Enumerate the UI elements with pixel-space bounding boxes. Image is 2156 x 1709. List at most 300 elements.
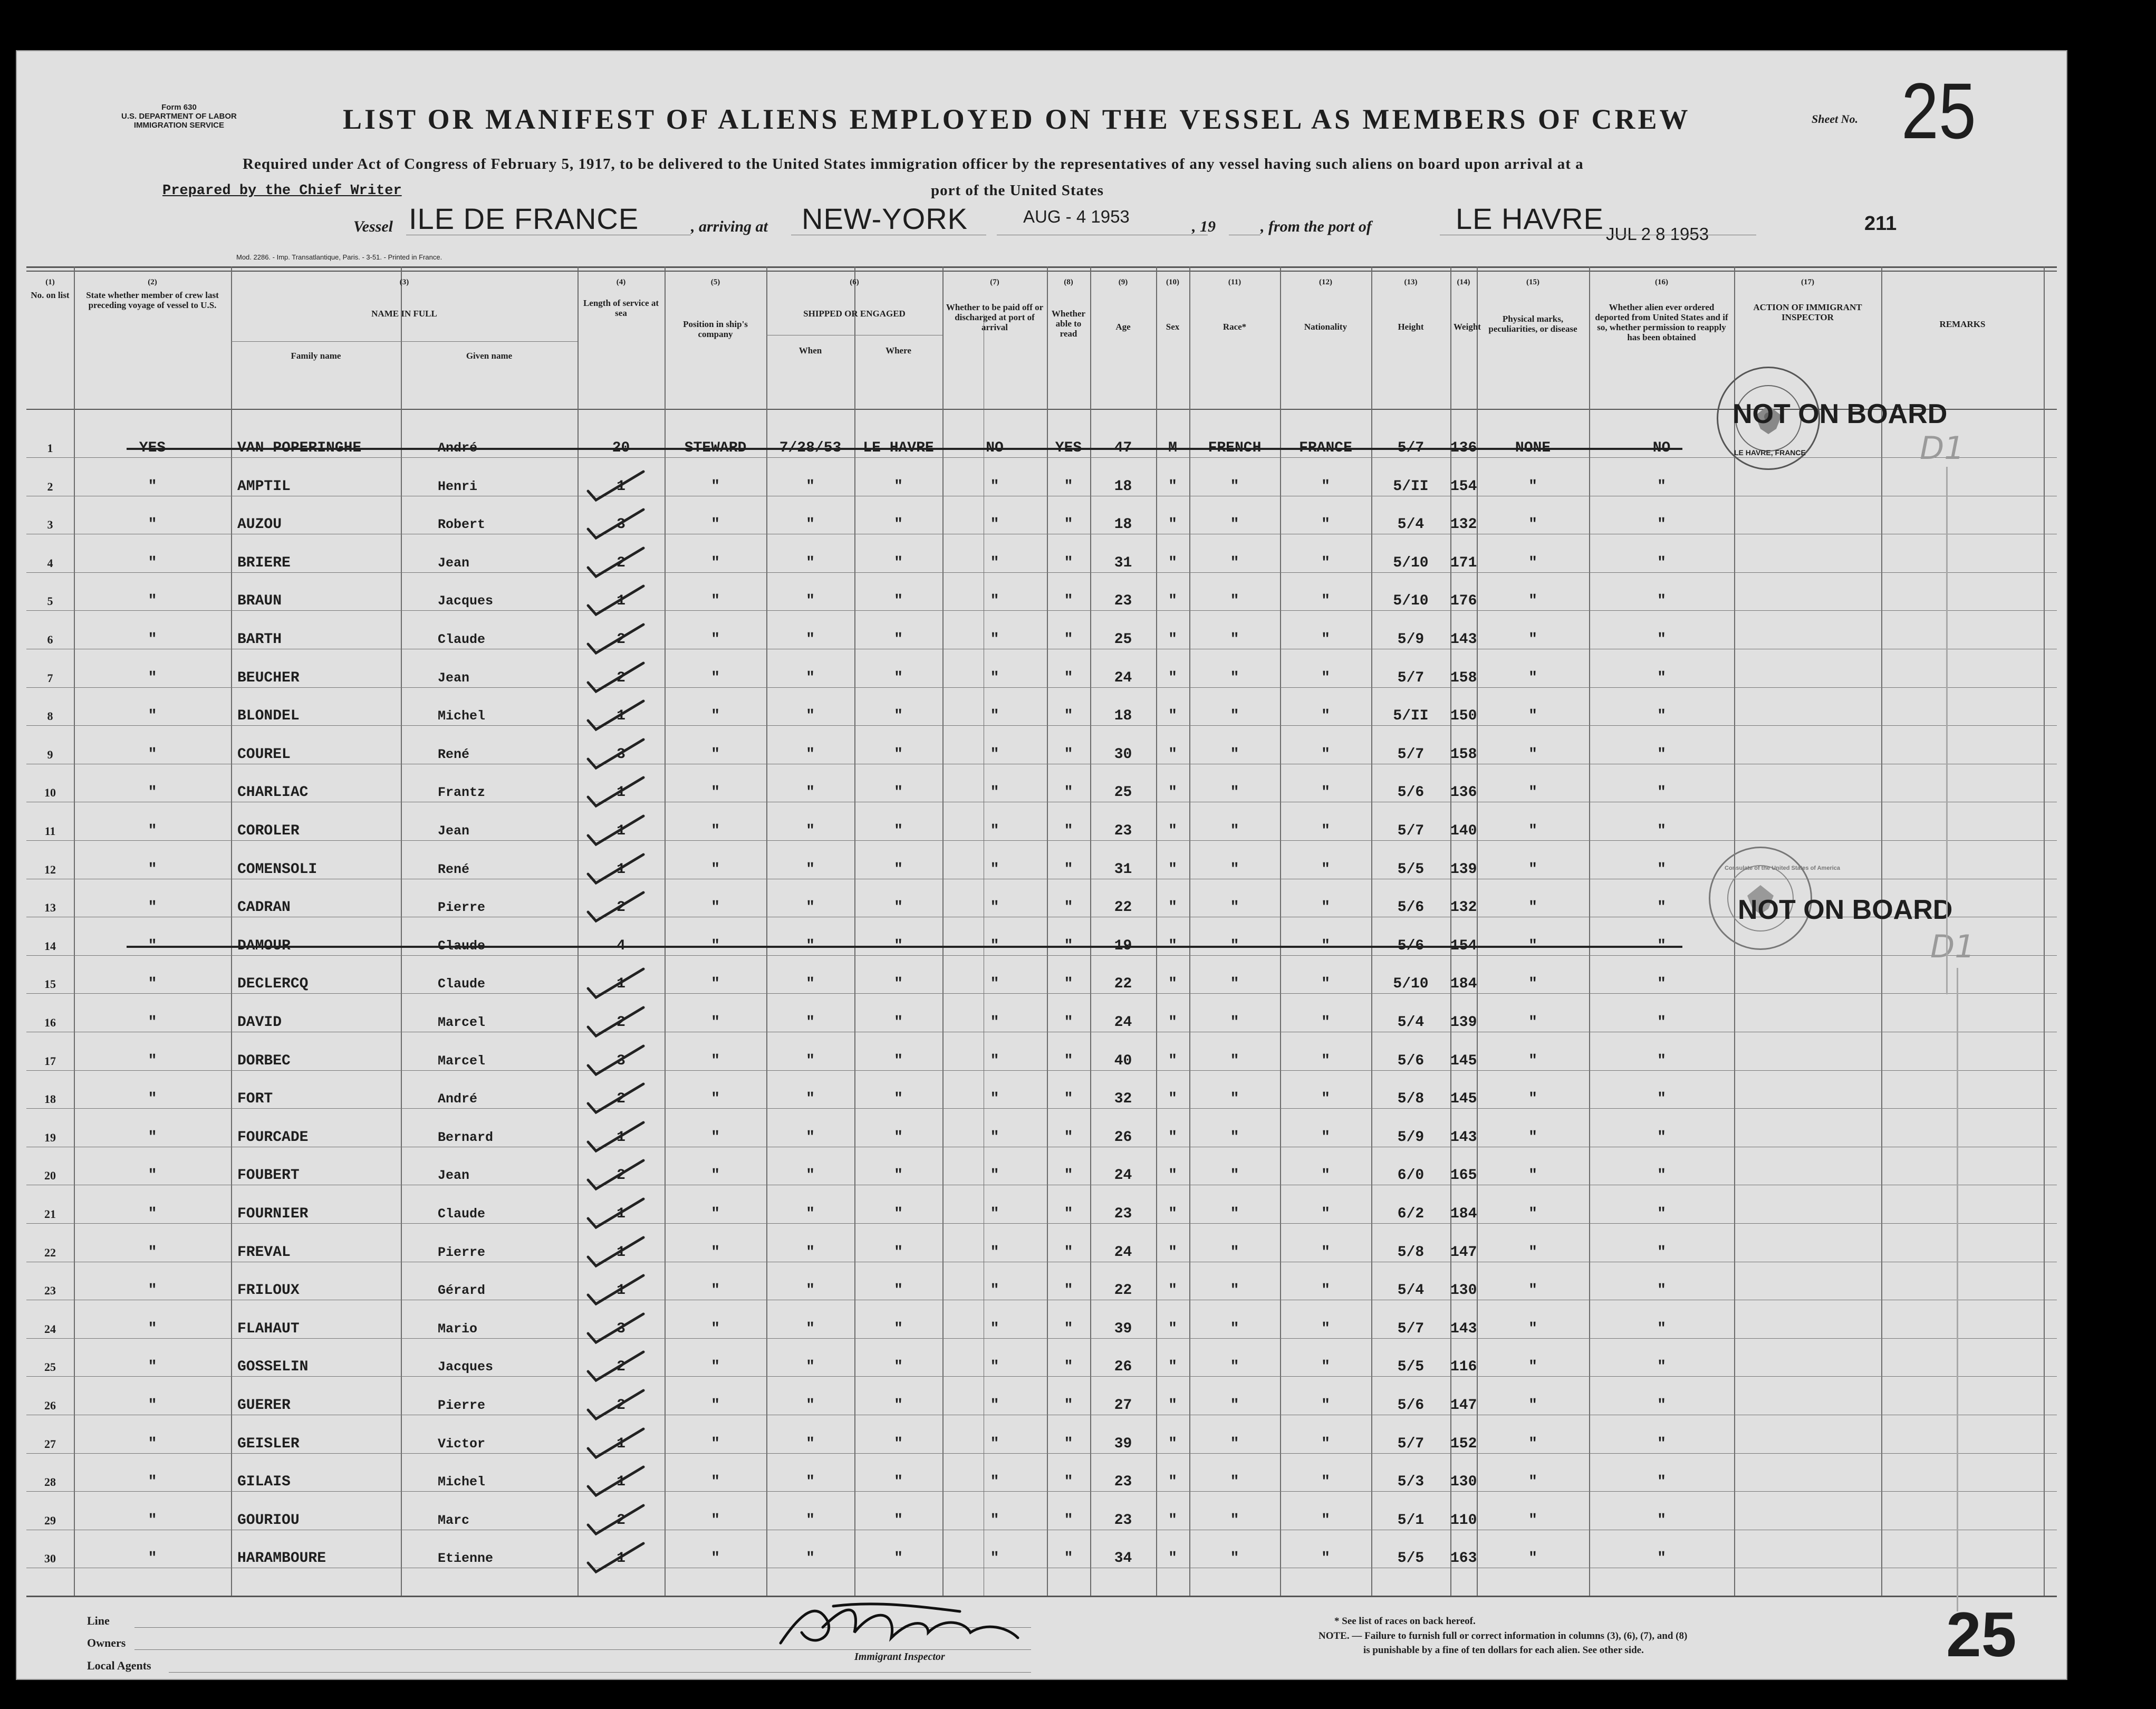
column-divider [1047,266,1048,1596]
row-13-height: 5/6 [1397,899,1424,916]
row-18-race: " [1230,1091,1239,1108]
row-19-sex: " [1168,1129,1177,1146]
strike-through-line [127,946,1682,948]
row-27-race: " [1230,1435,1239,1452]
row-24-weight: 143 [1450,1320,1477,1337]
row-26-given: Pierre [438,1398,486,1413]
row-6-weight: 143 [1450,631,1477,648]
row-19-deported: " [1657,1129,1666,1146]
row-17-given: Marcel [438,1053,486,1069]
row-16-service: 2 [617,1014,625,1031]
row-24-given: Mario [438,1321,478,1337]
row-15-height: 5/10 [1393,976,1429,993]
row-19-service: 1 [617,1129,625,1146]
row-30-weight: 163 [1450,1550,1477,1567]
row-15-read: " [1064,976,1073,993]
row-13-given: Pierre [438,900,486,916]
row-1-read: YES [1055,440,1082,456]
row-5-race: " [1230,593,1239,610]
row-line [26,725,2057,726]
row-line [26,1070,2057,1071]
row-1-sex: M [1168,440,1177,456]
row-20-weight: 165 [1450,1167,1477,1184]
row-24-read: " [1064,1320,1073,1337]
row-11-position: " [711,823,720,839]
column-number: (11) [1228,278,1241,286]
sheet-number: 25 [1901,66,1976,155]
row-22-marks: " [1528,1244,1537,1261]
form-service: IMMIGRATION SERVICE [133,121,224,130]
footnote-races: * See list of races on back hereof. [1334,1616,1476,1627]
row-12-weight: 139 [1450,861,1477,878]
row-15-deported: " [1657,976,1666,993]
row-7-marks: " [1528,669,1537,686]
row-2-family: AMPTIL [237,478,291,495]
row-20-family: FOUBERT [237,1167,300,1184]
header-physical-marks: Physical marks, peculiarities, or disease [1488,314,1577,334]
row-13-age: 22 [1114,899,1132,916]
row-23-weight: 130 [1450,1282,1477,1299]
row-10-family: CHARLIAC [237,784,309,801]
row-23-sex: " [1168,1282,1177,1299]
header-remarks: REMARKS [1939,319,1986,329]
row-8-sex: " [1168,708,1177,725]
check-mark-icon [585,620,649,657]
row-15-marks: " [1528,976,1537,993]
row-20-height: 6/0 [1397,1167,1424,1184]
check-mark-icon [585,1080,649,1117]
column-divider [74,266,75,1596]
row-26-when: " [806,1397,815,1414]
row-21-family: FOURNIER [237,1206,309,1222]
row-17-paid: " [990,1052,999,1069]
row-2-read: " [1064,478,1073,495]
row-26-no: 26 [44,1399,56,1412]
row-23-height: 5/4 [1397,1282,1424,1299]
row-20-race: " [1230,1167,1239,1184]
row-4-marks: " [1528,554,1537,571]
pencil-line [1957,968,1958,1611]
row-4-age: 31 [1114,554,1132,571]
check-mark-icon [585,812,649,849]
inspector-signature [770,1590,1044,1659]
row-26-family: GUERER [237,1397,291,1414]
row-26-member: " [148,1397,157,1414]
row-25-marks: " [1528,1359,1537,1376]
row-3-race: " [1230,516,1239,533]
row-29-member: " [148,1512,157,1529]
row-3-family: AUZOU [237,516,282,533]
row-22-family: FREVAL [237,1244,291,1261]
row-4-no: 4 [47,556,53,570]
row-17-age: 40 [1114,1052,1132,1069]
row-6-given: Claude [438,632,486,647]
arrival-port: NEW-YORK [802,202,968,235]
row-26-service: 2 [617,1397,625,1414]
row-24-age: 39 [1114,1320,1132,1337]
row-4-paid: " [990,554,999,571]
row-6-when: " [806,631,815,648]
row-7-service: 2 [617,669,625,686]
row-13-marks: " [1528,899,1537,916]
row-14-no: 14 [44,939,56,953]
row-30-sex: " [1168,1550,1177,1567]
row-6-deported: " [1657,631,1666,648]
column-number: (16) [1655,278,1668,286]
column-number: (9) [1118,278,1128,286]
row-19-nationality: " [1321,1129,1330,1146]
row-25-weight: 116 [1450,1359,1477,1376]
row-1-deported: NO [1652,440,1671,456]
row-5-age: 23 [1114,593,1132,610]
row-25-no: 25 [44,1360,56,1374]
row-20-paid: " [990,1167,999,1184]
row-9-height: 5/7 [1397,746,1424,763]
row-8-no: 8 [47,709,53,723]
row-line [26,687,2057,688]
row-11-deported: " [1657,823,1666,839]
row-29-height: 5/1 [1397,1512,1424,1529]
row-27-when: " [806,1435,815,1452]
check-mark-icon [585,1348,649,1385]
row-30-nationality: " [1321,1550,1330,1567]
row-21-position: " [711,1206,720,1222]
row-12-read: " [1064,861,1073,878]
remark-d1: D1 [1930,928,1975,965]
vessel-name: ILE DE FRANCE [409,202,639,235]
row-8-height: 5/II [1393,708,1429,725]
row-25-race: " [1230,1359,1239,1376]
row-30-read: " [1064,1550,1073,1567]
row-4-member: " [148,554,157,571]
pencil-line [1946,467,1948,994]
header-given-name: Given name [466,351,513,361]
row-6-family: BARTH [237,631,282,648]
row-5-where: " [894,593,903,610]
row-21-race: " [1230,1206,1239,1222]
row-8-weight: 150 [1450,708,1477,725]
row-7-family: BEUCHER [237,669,300,686]
header-position: Position in ship's company [683,319,748,339]
column-number: (3) [399,278,409,286]
row-15-race: " [1230,976,1239,993]
row-20-read: " [1064,1167,1073,1184]
row-16-read: " [1064,1014,1073,1031]
row-28-marks: " [1528,1474,1537,1491]
row-18-when: " [806,1091,815,1108]
row-12-paid: " [990,861,999,878]
check-mark-icon [585,1233,649,1270]
from-port-label: , from the port of [1260,218,1372,235]
header-deported: Whether alien ever ordered deported from United States and if so, whether permission to reapply has been obtained [1595,302,1728,342]
header-action: ACTION OF IMMIGRANT INSPECTOR [1753,302,1862,322]
row-18-paid: " [990,1091,999,1108]
row-18-position: " [711,1091,720,1108]
row-1-marks: NONE [1515,440,1551,456]
row-12-where: " [894,861,903,878]
row-6-race: " [1230,631,1239,648]
row-14-height: 5/6 [1397,937,1424,954]
column-number: (14) [1457,278,1470,286]
row-21-service: 1 [617,1206,625,1222]
row-17-no: 17 [44,1054,56,1068]
row-12-height: 5/5 [1397,861,1424,878]
header-race: Race* [1223,322,1247,332]
check-mark-icon [585,1501,649,1538]
row-16-position: " [711,1014,720,1031]
row-11-where: " [894,823,903,839]
row-21-paid: " [990,1206,999,1222]
check-mark-icon [585,697,649,734]
row-19-paid: " [990,1129,999,1146]
row-7-when: " [806,669,815,686]
subtitle-line-2: port of the United States [931,182,1104,199]
row-line [26,572,2057,573]
row-6-nationality: " [1321,631,1330,648]
column-number: (6) [850,278,859,286]
row-5-weight: 176 [1450,593,1477,610]
row-22-read: " [1064,1244,1073,1261]
row-19-family: FOURCADE [237,1129,309,1146]
list-number: 211 [1864,213,1897,235]
row-18-height: 5/8 [1397,1091,1424,1108]
row-1-when: 7/28/53 [779,440,842,456]
row-11-service: 1 [617,823,625,839]
row-1-where: LE HAVRE [863,440,934,456]
row-29-paid: " [990,1512,999,1529]
row-12-nationality: " [1321,861,1330,878]
row-16-age: 24 [1114,1014,1132,1031]
row-16-sex: " [1168,1014,1177,1031]
row-15-weight: 184 [1450,976,1477,993]
row-3-sex: " [1168,516,1177,533]
row-5-height: 5/10 [1393,593,1429,610]
row-19-given: Bernard [438,1129,494,1145]
row-4-weight: 171 [1450,554,1477,571]
row-16-where: " [894,1014,903,1031]
row-4-where: " [894,554,903,571]
row-19-position: " [711,1129,720,1146]
header-weight: Weight [1454,322,1481,332]
row-13-paid: " [990,899,999,916]
row-27-read: " [1064,1435,1073,1452]
row-10-where: " [894,784,903,801]
row-19-member: " [148,1129,157,1146]
row-25-where: " [894,1359,903,1376]
row-29-where: " [894,1512,903,1529]
row-11-sex: " [1168,823,1177,839]
row-15-when: " [806,976,815,993]
row-6-height: 5/9 [1397,631,1424,648]
column-divider [1477,266,1478,1596]
row-10-member: " [148,784,157,801]
row-28-nationality: " [1321,1474,1330,1491]
row-30-age: 34 [1114,1550,1132,1567]
row-28-age: 23 [1114,1474,1132,1491]
column-divider [1589,266,1590,1596]
check-mark-icon [585,1463,649,1500]
column-divider [1371,266,1372,1596]
row-line [26,840,2057,841]
row-24-sex: " [1168,1320,1177,1337]
row-11-paid: " [990,823,999,839]
row-22-deported: " [1657,1244,1666,1261]
row-11-height: 5/7 [1397,823,1424,839]
row-line [26,1491,2057,1492]
row-19-weight: 143 [1450,1129,1477,1146]
row-22-when: " [806,1244,815,1261]
row-19-marks: " [1528,1129,1537,1146]
row-25-nationality: " [1321,1359,1330,1376]
row-21-height: 6/2 [1397,1206,1424,1222]
row-27-deported: " [1657,1435,1666,1452]
row-11-race: " [1230,823,1239,839]
row-4-read: " [1064,554,1073,571]
row-29-weight: 110 [1450,1512,1477,1529]
row-14-nationality: " [1321,937,1330,954]
row-16-no: 16 [44,1016,56,1029]
row-2-paid: " [990,478,999,495]
row-2-marks: " [1528,478,1537,495]
row-2-weight: 154 [1450,478,1477,495]
row-4-deported: " [1657,554,1666,571]
row-27-service: 1 [617,1435,625,1452]
row-24-no: 24 [44,1322,56,1336]
row-22-no: 22 [44,1245,56,1259]
header-subdivider [231,341,578,342]
row-1-position: STEWARD [684,440,747,456]
row-8-service: 1 [617,708,625,725]
row-1-height: 5/7 [1397,440,1424,456]
row-17-nationality: " [1321,1052,1330,1069]
row-26-weight: 147 [1450,1397,1477,1414]
row-15-family: DECLERCQ [237,976,309,993]
header-able-to-read: Whether able to read [1051,309,1086,339]
row-28-when: " [806,1474,815,1491]
row-13-family: CADRAN [237,899,291,916]
row-22-weight: 147 [1450,1244,1477,1261]
row-20-position: " [711,1167,720,1184]
row-18-nationality: " [1321,1091,1330,1108]
row-15-member: " [148,976,157,993]
row-26-read: " [1064,1397,1073,1414]
row-28-read: " [1064,1474,1073,1491]
row-29-marks: " [1528,1512,1537,1529]
row-23-given: Gérard [438,1283,486,1299]
strike-through-line [127,448,1682,450]
row-23-paid: " [990,1282,999,1299]
row-12-member: " [148,861,157,878]
row-17-race: " [1230,1052,1239,1069]
row-29-nationality: " [1321,1512,1330,1529]
row-28-member: " [148,1474,157,1491]
row-7-age: 24 [1114,669,1132,686]
row-20-where: " [894,1167,903,1184]
row-29-family: GOURIOU [237,1512,300,1529]
row-7-read: " [1064,669,1073,686]
row-12-sex: " [1168,861,1177,878]
column-divider [1189,266,1190,1596]
row-16-marks: " [1528,1014,1537,1031]
note-text: — Failure to furnish full or correct information in columns (3), (6), (7), and (8) [1352,1630,1688,1641]
row-18-marks: " [1528,1091,1537,1108]
row-27-height: 5/7 [1397,1435,1424,1452]
row-17-sex: " [1168,1052,1177,1069]
header-family-name: Family name [291,351,341,361]
row-3-weight: 132 [1450,516,1477,533]
row-15-paid: " [990,976,999,993]
row-9-weight: 158 [1450,746,1477,763]
check-mark-icon [585,1271,649,1308]
row-2-height: 5/II [1393,478,1429,495]
row-30-no: 30 [44,1552,56,1566]
row-24-deported: " [1657,1320,1666,1337]
row-2-sex: " [1168,478,1177,495]
row-2-nationality: " [1321,478,1330,495]
owners-label: Owners [87,1636,126,1649]
row-20-nationality: " [1321,1167,1330,1184]
row-17-member: " [148,1052,157,1069]
row-10-position: " [711,784,720,801]
row-20-no: 20 [44,1169,56,1183]
row-22-member: " [148,1244,157,1261]
column-divider [766,266,767,1596]
check-mark-icon [585,888,649,925]
column-divider [665,266,666,1596]
row-21-weight: 184 [1450,1206,1477,1222]
row-6-sex: " [1168,631,1177,648]
header-member-last-voyage: State whether member of crew last preceding voyage of vessel to U.S. [86,290,219,310]
row-26-deported: " [1657,1397,1666,1414]
row-17-service: 3 [617,1052,625,1069]
row-24-nationality: " [1321,1320,1330,1337]
row-8-position: " [711,708,720,725]
column-divider [1450,266,1451,1596]
row-3-service: 3 [617,516,625,533]
row-21-marks: " [1528,1206,1537,1222]
row-25-read: " [1064,1359,1073,1376]
row-13-race: " [1230,899,1239,916]
row-9-marks: " [1528,746,1537,763]
row-11-nationality: " [1321,823,1330,839]
row-14-where: " [894,937,903,954]
check-mark-icon [585,1003,649,1040]
row-4-race: " [1230,554,1239,571]
table-top-border [26,266,2057,268]
row-23-nationality: " [1321,1282,1330,1299]
column-divider [942,266,944,1596]
check-mark-icon [585,467,649,504]
row-2-when: " [806,478,815,495]
row-10-sex: " [1168,784,1177,801]
row-line [26,1223,2057,1224]
row-10-race: " [1230,784,1239,801]
column-divider [1090,266,1091,1596]
row-13-where: " [894,899,903,916]
row-9-paid: " [990,746,999,763]
row-30-paid: " [990,1550,999,1567]
row-14-marks: " [1528,937,1537,954]
row-4-sex: " [1168,554,1177,571]
row-23-deported: " [1657,1282,1666,1299]
row-24-member: " [148,1320,157,1337]
row-5-given: Jacques [438,593,494,609]
row-7-deported: " [1657,669,1666,686]
row-27-paid: " [990,1435,999,1452]
prepared-by: Prepared by the Chief Writer [162,183,402,199]
row-29-position: " [711,1512,720,1529]
row-7-where: " [894,669,903,686]
